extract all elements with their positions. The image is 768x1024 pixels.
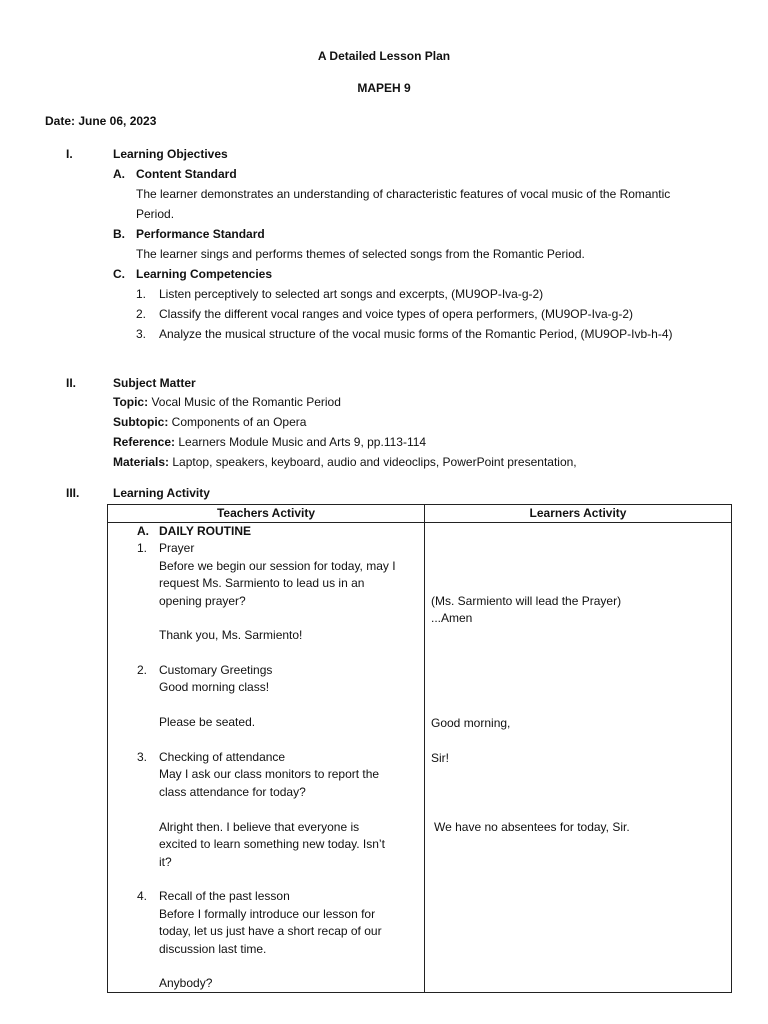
competency-item: Analyze the musical structure of the vocal music forms of the Romantic Period, (MU9OP-Ivb-h-4) bbox=[159, 327, 673, 341]
competency-item: Listen perceptively to selected art songs and excerpts, (MU9OP-Iva-g-2) bbox=[159, 287, 544, 301]
reference-line bbox=[113, 434, 426, 450]
greetings-title: Customary Greetings bbox=[159, 663, 273, 677]
section-1-heading: Learning Objectives bbox=[113, 147, 228, 161]
attendance-text: excited to learn something new today. Isn’t bbox=[159, 837, 385, 851]
section-3-number: III. bbox=[66, 486, 80, 500]
step-number: 1. bbox=[137, 541, 148, 555]
teachers-activity-header: Teachers Activity bbox=[108, 505, 425, 523]
daily-routine-letter: A. bbox=[137, 524, 149, 538]
prayer-text: Before we begin our session for today, may I bbox=[159, 559, 396, 573]
recall-title: Recall of the past lesson bbox=[159, 889, 290, 903]
prayer-text: request Ms. Sarmiento to lead us in an bbox=[159, 576, 365, 590]
learner-response: Sir! bbox=[431, 751, 449, 765]
prayer-text: opening prayer? bbox=[159, 594, 246, 608]
learning-activity-table bbox=[107, 504, 732, 993]
table-row bbox=[108, 523, 732, 993]
content-standard-text: The learner demonstrates an understanding of characteristic features of vocal music of the Romantic bbox=[136, 187, 671, 201]
prayer-thanks: Thank you, Ms. Sarmiento! bbox=[159, 628, 303, 642]
performance-standard-text: The learner sings and performs themes of selected songs from the Romantic Period. bbox=[136, 247, 585, 261]
lesson-date: Date: June 06, 2023 bbox=[45, 114, 157, 128]
step-number: 3. bbox=[137, 750, 148, 764]
learning-competencies-title: Learning Competencies bbox=[136, 267, 273, 281]
document-subject: MAPEH 9 bbox=[357, 81, 411, 95]
attendance-text: class attendance for today? bbox=[159, 785, 306, 799]
subtopic-line bbox=[113, 414, 306, 430]
recall-text: discussion last time. bbox=[159, 942, 267, 956]
learning-competencies-letter: C. bbox=[113, 267, 125, 281]
attendance-text: May I ask our class monitors to report the bbox=[159, 767, 380, 781]
content-standard-text-cont: Period. bbox=[136, 207, 175, 221]
learner-response: We have no absentees for today, Sir. bbox=[434, 820, 630, 834]
recall-text: Anybody? bbox=[159, 976, 213, 990]
topic-value: Vocal Music of the Romantic Period bbox=[151, 395, 341, 409]
teachers-activity-cell bbox=[108, 523, 425, 993]
topic-label: Topic: bbox=[113, 395, 149, 409]
step-number: 4. bbox=[137, 889, 148, 903]
greetings-text: Please be seated. bbox=[159, 715, 256, 729]
materials-value: Laptop, speakers, keyboard, audio and videoclips, PowerPoint presentation, bbox=[172, 455, 577, 469]
attendance-text: Alright then. I believe that everyone is bbox=[159, 820, 360, 834]
competency-number: 2. bbox=[136, 307, 147, 321]
learners-activity-header: Learners Activity bbox=[425, 505, 732, 523]
content-standard-title: Content Standard bbox=[136, 167, 237, 181]
recall-text: today, let us just have a short recap of our bbox=[159, 924, 382, 938]
section-2-heading: Subject Matter bbox=[113, 376, 196, 390]
section-1-number: I. bbox=[66, 147, 73, 161]
learners-activity-cell bbox=[425, 523, 732, 993]
subtopic-value: Components of an Opera bbox=[171, 415, 307, 429]
document-title: A Detailed Lesson Plan bbox=[317, 49, 451, 63]
subtopic-label: Subtopic: bbox=[113, 415, 169, 429]
recall-text: Before I formally introduce our lesson for bbox=[159, 907, 376, 921]
competency-item: Classify the different vocal ranges and voice types of opera performers, (MU9OP-Iva-g-2) bbox=[159, 307, 633, 321]
materials-label: Materials: bbox=[113, 455, 170, 469]
learner-response: (Ms. Sarmiento will lead the Prayer) bbox=[431, 594, 622, 608]
learner-response: Good morning, bbox=[431, 716, 511, 730]
content-standard-letter: A. bbox=[113, 167, 125, 181]
learner-response: ...Amen bbox=[431, 611, 473, 625]
section-3-heading: Learning Activity bbox=[113, 486, 210, 500]
section-2-number: II. bbox=[66, 376, 77, 390]
daily-routine-title: DAILY ROUTINE bbox=[159, 524, 252, 538]
reference-value: Learners Module Music and Arts 9, pp.113-114 bbox=[178, 435, 427, 449]
attendance-text: it? bbox=[159, 855, 172, 869]
performance-standard-title: Performance Standard bbox=[136, 227, 265, 241]
step-number: 2. bbox=[137, 663, 148, 677]
table-header-row bbox=[108, 505, 732, 523]
attendance-title: Checking of attendance bbox=[159, 750, 286, 764]
reference-label: Reference: bbox=[113, 435, 176, 449]
competency-number: 3. bbox=[136, 327, 147, 341]
competency-number: 1. bbox=[136, 287, 147, 301]
greetings-text: Good morning class! bbox=[159, 680, 270, 694]
performance-standard-letter: B. bbox=[113, 227, 125, 241]
materials-line bbox=[113, 454, 577, 470]
topic-line bbox=[113, 394, 341, 410]
prayer-title: Prayer bbox=[159, 541, 195, 555]
